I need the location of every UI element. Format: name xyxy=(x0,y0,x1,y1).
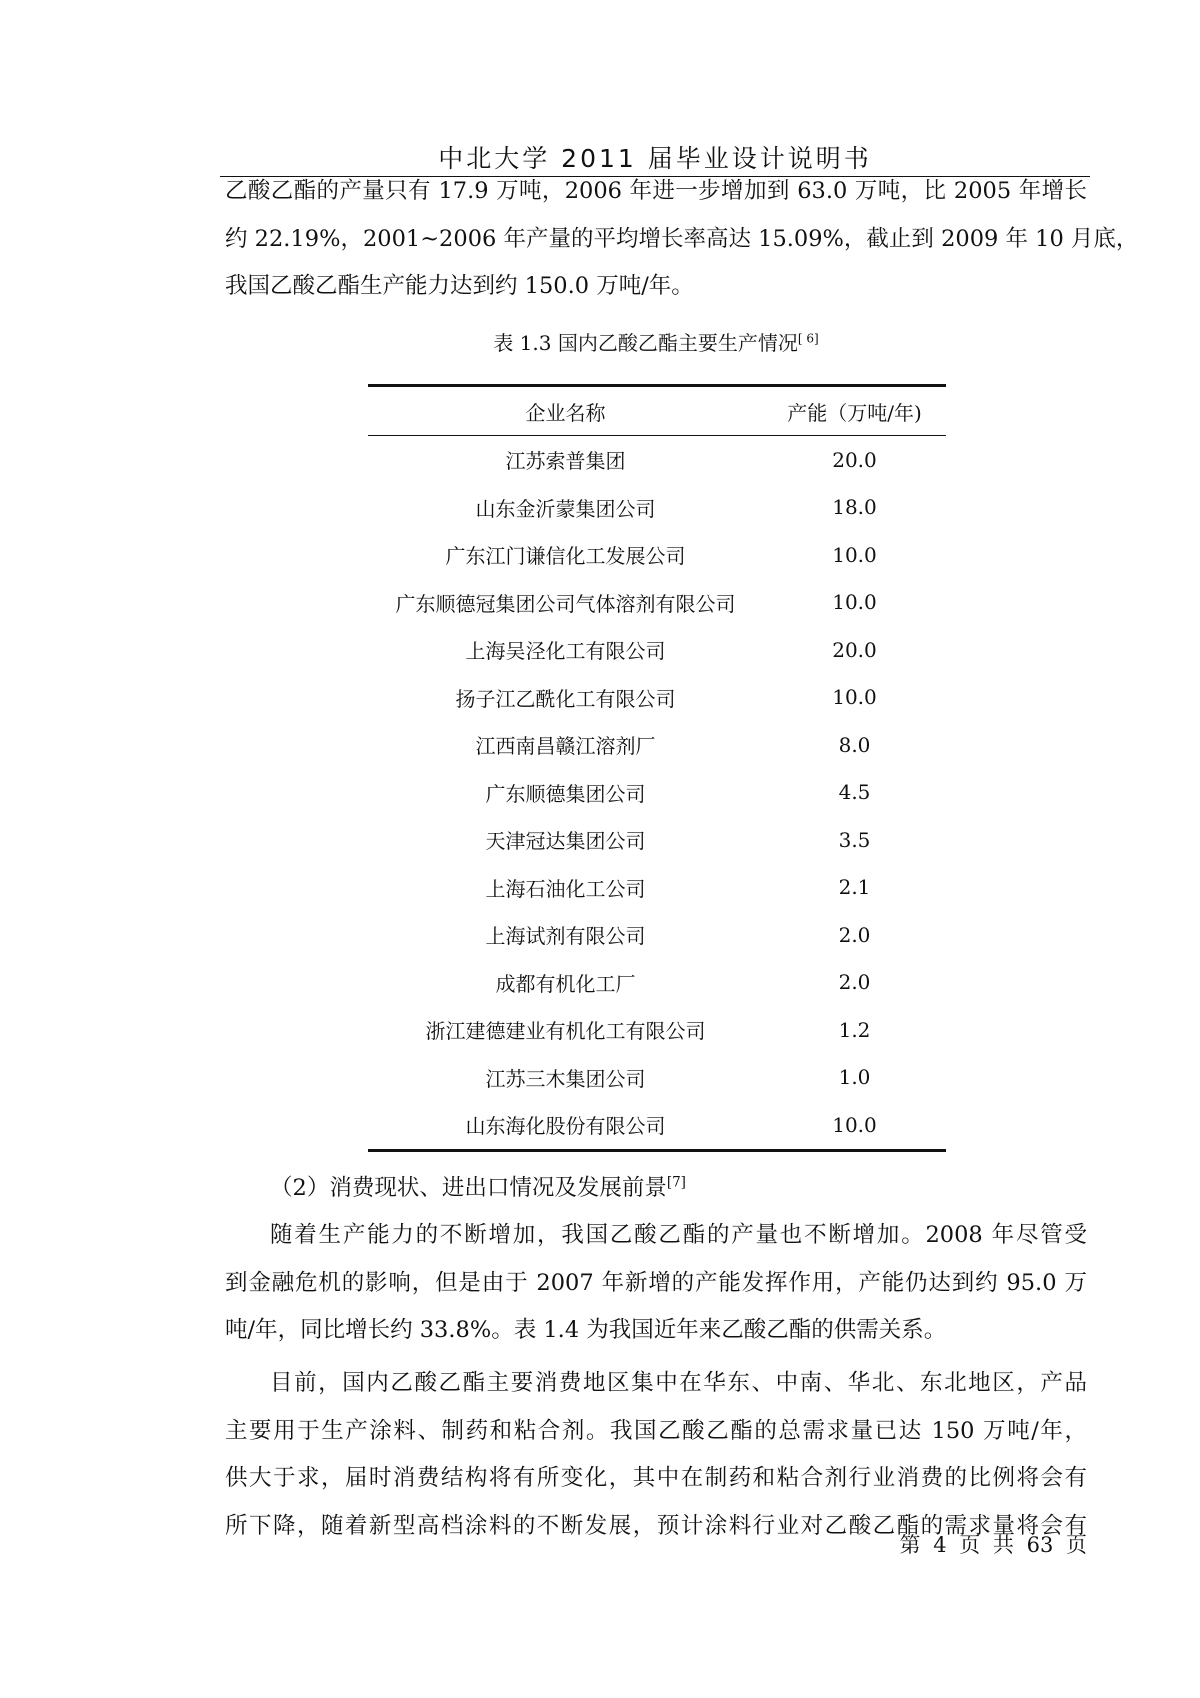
table-row xyxy=(368,484,946,532)
paragraph-3-line-3: 供大于求，届时消费结构将有所变化，其中在制药和粘合剂行业消费的比例将会有 xyxy=(225,1465,1087,1491)
company-name-cell: 上海吴泾化工有限公司 xyxy=(465,639,666,664)
table-caption xyxy=(225,328,1087,358)
table-row xyxy=(368,959,946,1007)
company-name-cell: 江苏索普集团 xyxy=(505,449,626,474)
paragraph-2-line-2: 到金融危机的影响，但是由于 2007 年新增的产能发挥作用，产能仍达到约 95.0 万 xyxy=(225,1269,1087,1296)
table-row xyxy=(368,816,946,864)
company-name-cell: 扬子江乙酰化工有限公司 xyxy=(455,686,676,711)
capacity-cell: 4.5 xyxy=(838,780,871,805)
capacity-cell: 1.0 xyxy=(838,1065,871,1090)
capacity-cell: 3.5 xyxy=(838,827,871,852)
table-row xyxy=(368,531,946,579)
table-row xyxy=(368,579,946,627)
table-row xyxy=(368,721,946,769)
capacity-cell: 10.0 xyxy=(832,685,877,710)
capacity-cell: 2.0 xyxy=(838,922,871,947)
intro-line-3: 我国乙酸乙酯生产能力达到约 150.0 万吨/年。 xyxy=(225,273,694,299)
table-row xyxy=(368,1006,946,1054)
intro-paragraph xyxy=(225,168,1139,311)
paragraph-3 xyxy=(225,1360,1087,1550)
capacity-cell: 18.0 xyxy=(832,495,877,520)
header-capacity: 产能（万吨/年) xyxy=(763,386,946,436)
table-row xyxy=(368,626,946,674)
intro-line-1: 乙酸乙酯的产量只有 17.9 万吨，2006 年进一步增加到 63.0 万吨，比 2005 年增长 xyxy=(225,178,1087,204)
company-name-cell: 广东顺德冠集团公司气体溶剂有限公司 xyxy=(395,591,736,616)
capacity-cell: 20.0 xyxy=(832,447,877,472)
section-heading xyxy=(270,1168,686,1208)
table-row xyxy=(368,436,946,484)
capacity-cell: 10.0 xyxy=(832,590,877,615)
capacity-cell: 8.0 xyxy=(838,732,871,757)
capacity-cell: 2.1 xyxy=(838,875,871,900)
company-name-cell: 广东江门谦信化工发展公司 xyxy=(445,544,686,569)
paragraph-2-line-3: 吨/年，同比增长约 33.8%。表 1.4 为我国近年来乙酸乙酯的供需关系。 xyxy=(225,1317,947,1343)
company-name-cell: 山东海化股份有限公司 xyxy=(368,1101,763,1150)
table-row xyxy=(368,769,946,817)
capacity-cell: 10.0 xyxy=(832,542,877,567)
header-company-name: 企业名称 xyxy=(368,386,763,436)
company-name-cell: 广东顺德集团公司 xyxy=(485,781,646,806)
paragraph-3-line-2: 主要用于生产涂料、制药和粘合剂。我国乙酸乙酯的总需求量已达 150 万吨/年， xyxy=(225,1417,1087,1444)
capacity-cell: 10.0 xyxy=(763,1101,946,1150)
table-row xyxy=(368,1101,946,1150)
table-row xyxy=(368,864,946,912)
company-name-cell: 成都有机化工厂 xyxy=(495,971,636,996)
paragraph-2 xyxy=(225,1212,1087,1355)
production-table xyxy=(368,384,946,1152)
capacity-cell: 20.0 xyxy=(832,637,877,662)
company-name-cell: 山东金沂蒙集团公司 xyxy=(475,496,656,521)
company-name-cell: 浙江建德建业有机化工有限公司 xyxy=(425,1019,706,1044)
company-name-cell: 江西南昌赣江溶剂厂 xyxy=(475,734,656,759)
table-header-row xyxy=(368,386,946,436)
table-caption-ref: [ 6] xyxy=(797,331,819,346)
section-heading-text: （2）消费现状、进出口情况及发展前景 xyxy=(270,1175,667,1201)
table-row xyxy=(368,911,946,959)
company-name-cell: 天津冠达集团公司 xyxy=(485,829,646,854)
paragraph-3-line-1: 目前，国内乙酸乙酯主要消费地区集中在华东、中南、华北、东北地区，产品 xyxy=(270,1370,1087,1396)
page-footer: 第 4 页 共 63 页 xyxy=(899,1533,1087,1557)
company-name-cell: 江苏三木集团公司 xyxy=(485,1066,646,1091)
paragraph-3-line-4: 所下降，随着新型高档涂料的不断发展，预计涂料行业对乙酸乙酯的需求量将会有 xyxy=(225,1512,1087,1539)
intro-line-2: 约 22.19%，2001~2006 年产量的平均增长率高达 15.09%，截止到 2009 年 10 月底， xyxy=(225,225,1139,252)
capacity-cell: 2.0 xyxy=(838,970,871,995)
table-row xyxy=(368,1054,946,1102)
paragraph-2-line-1: 随着生产能力的不断增加，我国乙酸乙酯的产量也不断增加。2008 年尽管受 xyxy=(270,1222,1087,1248)
section-heading-ref: [7] xyxy=(666,1174,686,1191)
company-name-cell: 上海试剂有限公司 xyxy=(485,924,646,949)
table-row xyxy=(368,674,946,722)
table-body xyxy=(368,436,946,1151)
table-caption-text: 表 1.3 国内乙酸乙酯主要生产情况 xyxy=(493,331,798,355)
company-name-cell: 上海石油化工公司 xyxy=(485,876,646,901)
page-header-title: 中北大学 2011 届毕业设计说明书 xyxy=(438,144,872,173)
capacity-cell: 1.2 xyxy=(838,1017,871,1042)
